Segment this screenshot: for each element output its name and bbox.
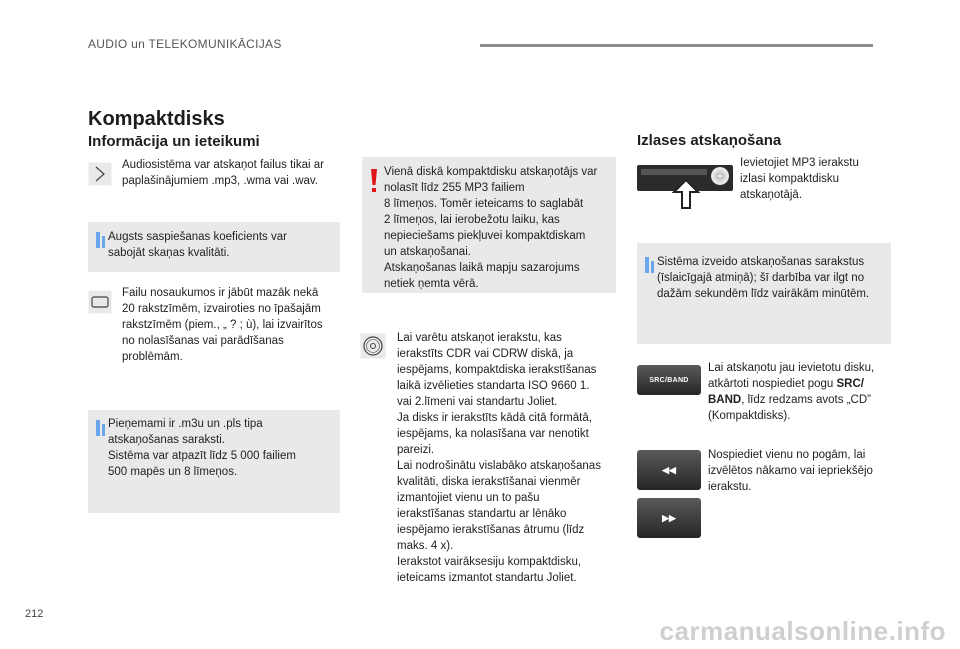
paragraph-filenames: Failu nosaukumos ir jābūt mazāk nekā 20 rakstzīmēm, izvairoties no īpašajām rakstzīmēm (piem., „ ? ; ù), lai izvairītos no nolasīšanas vai parādīšanas problēmām. <box>122 287 323 363</box>
warning-exclamation-icon <box>370 169 378 193</box>
watermark: carmanualsonline.info <box>659 616 946 646</box>
play-note-icon <box>88 162 112 186</box>
info-bars-icon <box>96 420 100 436</box>
header-divider <box>480 44 873 47</box>
info-box-compression: Augsts saspiešanas koeficients var sabojāt skaņas kvalitāti. <box>88 222 340 272</box>
info-box-playlists: Pieņemami ir .m3u un .pls tipa atskaņošanas saraksti. Sistēma var atpazīt līdz 5 000 failiem 500 mapēs un 8 līmeņos. <box>88 410 340 513</box>
paragraph-src-band: Lai atskaņotu jau ievietotu disku, atkārtoti nospiediet pogu SRC/ BAND, līdz redzams avots „CD” (Kompaktdisks). <box>708 362 875 422</box>
page-title: Kompaktdisks <box>88 108 225 130</box>
info-bars-icon <box>96 232 100 248</box>
warning-box-mp3: Vienā diskā kompaktdisku atskaņotājs var nolasīt līdz 255 MP3 failiem 8 līmeņos. Tomēr ieteicams to saglabāt 2 līmeņos, lai ierobežotu laiku, kas nepieciešams piekļuvei kompaktdiskam un atskaņošanai. Atskaņošanas laikā mapju sazarojums netiek ņemta vērā. <box>362 157 616 293</box>
filename-note-icon <box>88 290 112 314</box>
cd-slot <box>641 169 707 175</box>
section-header: AUDIO un TELEKOMUNIKĀCIJAS <box>88 37 282 51</box>
paragraph-track-select: Nospiediet vienu no pogām, lai izvēlētos nākamo vai iepriekšējo ierakstu. <box>708 449 873 493</box>
paragraph-insert-disc: Ievietojiet MP3 ierakstu izlasi kompaktdisku atskaņotājā. <box>740 157 859 201</box>
cd-disc-icon <box>360 333 386 359</box>
previous-track-button-image: ◀◀ <box>637 450 701 490</box>
insert-arrow-icon <box>668 178 704 210</box>
info-bars-icon <box>645 257 649 273</box>
info-box-playlist-creation: Sistēma izveido atskaņošanas sarakstus (īslaicīgajā atmiņā); šī darbība var ilgt no dažām sekundēm līdz vairākām minūtēm. <box>637 243 891 344</box>
page-number: 212 <box>25 608 44 620</box>
src-band-button-image: SRC/BAND <box>637 365 701 395</box>
right-heading: Izlases atskaņošana <box>637 132 782 149</box>
paragraph-recording-standards: Lai varētu atskaņot ierakstu, kas ierakstīts CDR vai CDRW diskā, ja iespējams, kompaktdiska ierakstīšanas laikā izvēlieties standarta ISO 9660 1. vai 2.līmeni vai standartu Joliet. Ja disks ir ierakstīts kādā citā formātā, iespējams, ka nolasīšana var nenotikt pareizi. Lai nodrošinātu vislabāko atskaņošanas kvalitāti, diska ierakstīšanai vienmēr izmantojiet vienu un to pašu ierakstīšanas standartu ar lēnāko iespējamo ierakstīšanas ātrumu (līdz maks. 4 x). Ierakstot vairāksesiju kompaktdisku, ieteicams izmantot standartu Joliet. <box>397 332 601 584</box>
left-heading: Informācija un ieteikumi <box>88 133 260 150</box>
next-track-button-image: ▶▶ <box>637 498 701 538</box>
paragraph-file-types: Audiosistēma var atskaņot failus tikai ar paplašinājumiem .mp3, .wma vai .wav. <box>122 159 324 187</box>
cd-disc-graphic <box>711 167 729 185</box>
